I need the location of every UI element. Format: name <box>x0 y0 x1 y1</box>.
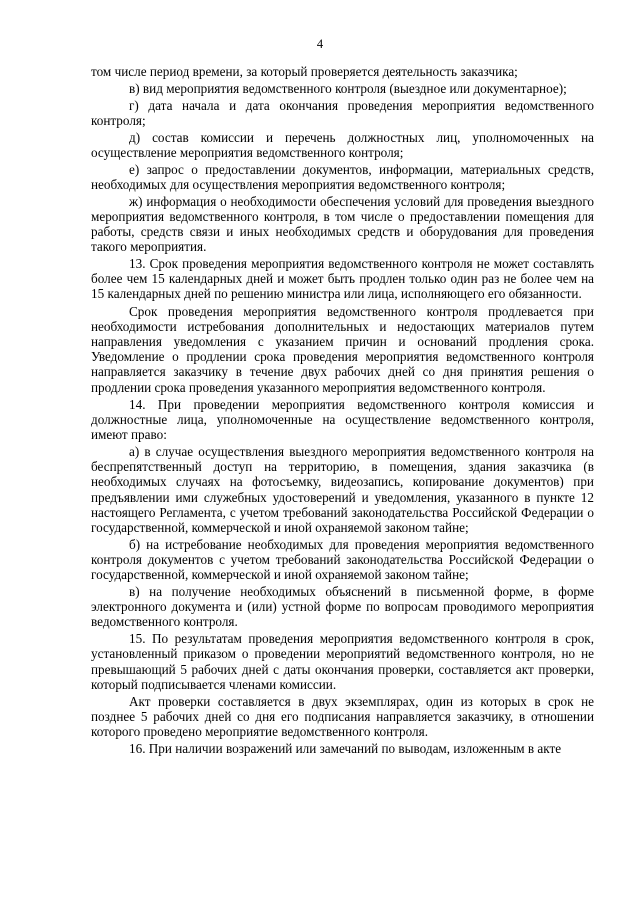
paragraph-item-d: д) состав комиссии и перечень должностных лиц, уполномоченных на осуществление мероприятия ведомственного контроля; <box>91 129 594 160</box>
paragraph-item-v2: в) на получение необходимых объяснений в письменной форме, в форме электронного документа и (или) устной форме по вопросам проводимого мероприятия ведомственного контроля. <box>91 584 594 630</box>
paragraph-item-a: а) в случае осуществления выездного мероприятия ведомственного контроля на беспрепятственный доступ на территорию, в помещения, здания заказчика (в необходимых случаях на фотосъемку, видеозапись, копирование документов) при предъявлении ими служебных удостоверений и уведомления, указанного в пункте 12 настоящего Регламента, с учетом требований законодательства Российской Федерации о государственной, коммерческой и иной охраняемой законом тайне; <box>91 444 594 536</box>
paragraph-clause-16: 16. При наличии возражений или замечаний по выводам, изложенным в акте <box>129 740 562 756</box>
paragraph-extension: Срок проведения мероприятия ведомственного контроля продлевается при необходимости истребования дополнительных и недостающих материалов путем направления уведомления с указанием причин и оснований продления срока. Уведомление о продлении срока проведения мероприятия ведомственного контроля направляется заказчику в течение двух рабочих дней со дня принятия решения о продлении срока проведения указанного мероприятия ведомственного контроля. <box>91 303 594 395</box>
paragraph-item-g: г) дата начала и дата окончания проведения мероприятия ведомственного контроля; <box>91 97 594 128</box>
paragraph-item-zh: ж) информация о необходимости обеспечения условий для проведения выездного мероприятия ведомственного контроля, в том числе о предоставлении помещения для работы, средств связи и иных необходимых средств и оборудования для проведения такого мероприятия. <box>91 193 594 255</box>
paragraph-continuation: том числе период времени, за который проверяется деятельность заказчика; <box>91 64 518 79</box>
paragraph-clause-14: 14. При проведении мероприятия ведомственного контроля комиссия и должностные лица, уполномоченные на осуществление ведомственного контроля, имеют право: <box>91 396 594 443</box>
paragraph-item-e: е) запрос о предоставлении документов, информации, материальных средств, необходимых для осуществления мероприятия ведомственного контроля; <box>91 161 594 192</box>
document-body <box>91 64 594 758</box>
paragraph-item-b: б) на истребование необходимых для проведения мероприятия ведомственного контроля документов с учетом требований законодательства Российской Федерации о государственной, коммерческой и иной охраняемой законом тайне; <box>91 536 594 583</box>
paragraph-act: Акт проверки составляется в двух экземплярах, один из которых в срок не позднее 5 рабочих дней со дня его подписания направляется заказчику, в отношении которого проведено мероприятие ведомственного контроля. <box>91 693 594 740</box>
paragraph-clause-13: 13. Срок проведения мероприятия ведомственного контроля не может составлять более чем 15 календарных дней и может быть продлен только один раз не более чем на 15 календарных дней по решению министра или лица, исполняющего его обязанности. <box>91 256 594 302</box>
page-number: 4 <box>316 37 324 51</box>
paragraph-clause-15: 15. По результатам проведения мероприятия ведомственного контроля в срок, установленный приказом о проведении мероприятий ведомственного контроля, но не превышающий 5 рабочих дней с даты окончания проверки, составляется акт проверки, который подписывается членами комиссии. <box>91 631 594 692</box>
paragraph-item-v: в) вид мероприятия ведомственного контроля (выездное или документарное); <box>129 80 567 96</box>
